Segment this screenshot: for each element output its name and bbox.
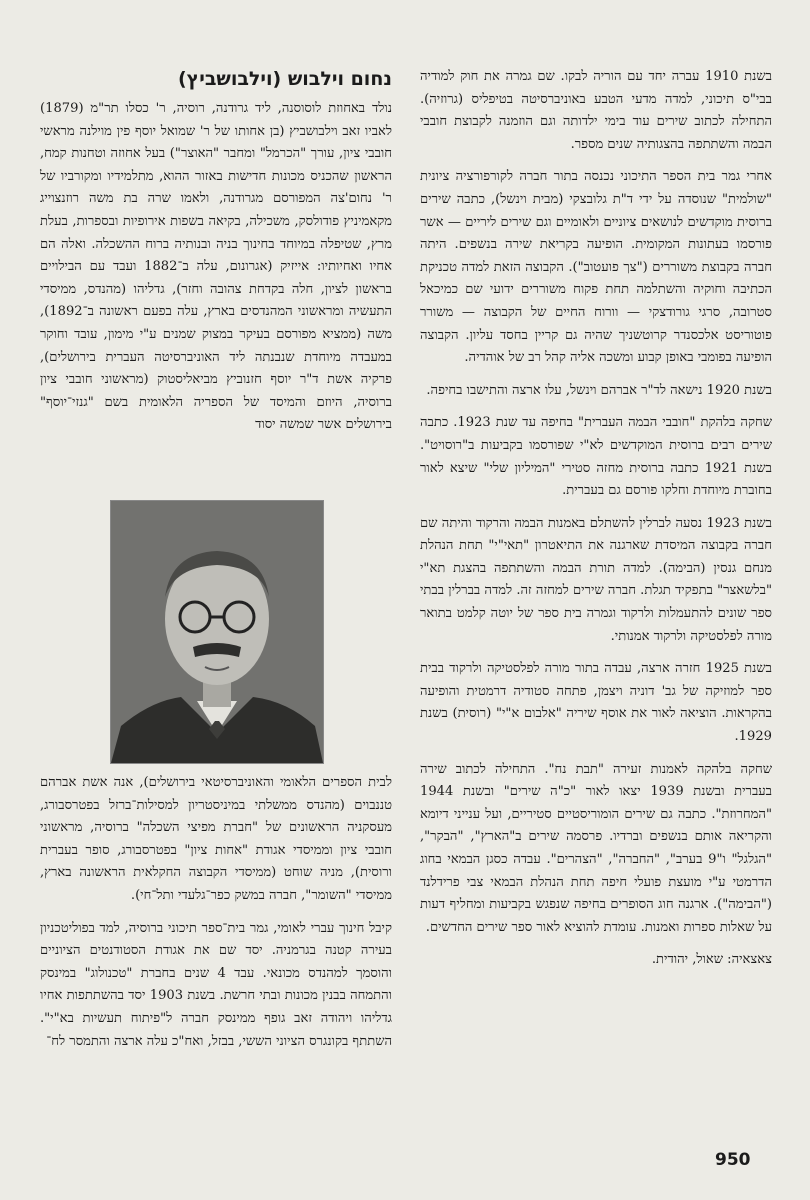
paragraph: אחרי גמר בית הספר התיכוני נכנסה בתור חברה לקורפורציה ציונית "שולמית" שנוסדה על ידי ד"ת גלובצקי (מבית וינשל), כתבה שירים ברוסית מוקדשים לנושאים ציוניים ולאומיים וגם שירים ליריים — אשר פורסמו בעתונות המקומית. הופיעה בקריאת שירה בנשפים. היתה חברה בקבוצת משוררים ("צך פועטוב"). הקבוצה הזאת למדה טכניקת הכתיבה וחוקיה והשתלמה תחת פקוח משוררים ידועי שם כמיכאל סטרובה, סרגי גורודצקי — וורוח החיים של הקבוצה — משורר פוטוריסט אלכסנדר קרוטשניך שהיה גם קריין בחסד עליון. הקבוצה הופיעה בפומבי באופן קבוע ומשכה אליה קהל רב של אוהדיה.: [420, 169, 772, 366]
article-title: נחום וילבוש (וילבושביץ): [177, 68, 392, 90]
paragraph: קיבל חינוך עברי לאומי, גמר בית־ספר תיכוני ברוסיה, למד בפוליטכניון בעירה קטנה בגרמניה. יסד שם את אגודת הסטודנטים הציוניים והוסמך למהנדס מכונאי. עבד 4 שנים בחברת "טכנולוג" במינסק והתמחה בבנין מכונות ובתי חרשת. בשנת 1903 יסד בהשתתפות אחיו גדליהו ויהודה זאב גופף ממינסק חברה ל"פיתוח תעשיות בא"י". השתתף בקונגרס הציוני הששי, בבזל, ואח"כ עלה ארצה והתמסר לח־: [40, 920, 393, 1049]
paragraph: נולד באחוזת לוסוסנה, ליד גרודנה, רוסיה, ר' כסלו תר"מ (1879) לאביו זאב וילבושביץ (בן אחותו של ר' שמואל יוסף פין מוילנה מראשי חובבי ציון, עורך "הכרמל" ומחבר "האוצר") בעל אחוזה וטחנות קמח, הראשון שהכניס מכונות חדישות באזור ההוא, מתלמידיו ומקורביו של ר' נחום'צה המפורסם מגרודנה, ולאמו שרה בת משה רוזנצוייג מקאמיניץ פודולסק, משכילה, בקיאה בשפות אירופיות ובספרות, בעלת מרץ, שטיפלה במיוחד בחינוך בניה ובנותיה ברוח ההשכלה. ואלה הם אחיו ואחיותיו: אייזיק (אגרונום, עלה ב־1882 ועבד עם הבילויים בראשון לציון, חלה בקדחת צהובה וחזר), גדליהו (מהנדס, ממיסדי התעשיה ומראשוני המהנדסים בארץ, עלה בפעם ראשונה ב־1892), משה (ממציא מפורסם בעיקר במצוק שמנים ע"י מימון, עובד וחוקר במעבדה מיוחדת שנבנתה ליד האוניברסיטה העברית בירושלים), פרקיה אשת ד"ר יוסף חזנוביץ מביאליסטוק (מראשוני חובבי ציון ברוסיה, היוזם והמיסד של הספריה הלאומית בשם "גנזי־יוסף" בירושלים אשר שמשה יסוד: [40, 101, 392, 433]
right-column: [420, 66, 772, 982]
paragraph: שחקה בלהקת "חובבי הבמה העברית" בחיפה עד שנת 1923. כתבה שירים רבים ברוסית המוקדשים לא"י שפורסמו בקביעות ב"רוסויט". בשנת 1921 כתבה ברוסית מחזה סטירי "המיליון שלי" שיצא לאור בחוברת מיוחדת וחלקו פורסם גם בעברית.: [420, 415, 772, 499]
paragraph: לבית הספרים הלאומי והאוניברסיטאי בירושלים), אנה אשת אברהם טננבוים (מהנדס ממשלתי במיניסטריון למסילות־ברזל בפטרסבורג, מעסקניה הראשונים של "חברת מפיצי השכלה" ברוסיה, מראשוני חובבי ציון וממיסדי אגודת "אחות ציון" בפטרסבורג, סופר בעברית ורוסית), מניה שוחט (ממיסדי הקבוצה החקלאית הראשונה בארץ, ממיסדי "השומר", חברה במשק כפר־גלעדי ותל־חי).: [40, 775, 392, 903]
page-number: 950: [715, 1150, 751, 1170]
paragraph: בשנת 1923 נסעה לברלין להשתלם באמנות הבמה והרקוד והיתה שם חברה בקבוצה המיסדת שארגנה את התיאטרון "תאי"י" תחת הנהלת מנחם גנסין (הבימה). למדה תורת הבמה והשתתפה בהצגת תא"י "בלשאצר" בתפקיד תגלת. חברה שירים למחזה זה. למדה בברלין בבתי ספר שונים להתעמלות ולרקוד וגמרה בית ספר של יוטה קלמט בתואר מורה לפלסטיקה ולרקוד אמנותי.: [420, 515, 772, 644]
paragraph: שחקה בלהקה לאמנות זעירה "תבת נח". התחילה לכתוב שירה בעברית ובשנת 1939 יצאו לאור "כ"ה שירים" ובשנת 1944 "המחרוזת". כתבה גם שירים הומוריסטיים סטיריים, ועל ענייני דיומא והקריאה אותם בנשפים וברדיו. פרסמה שירים ב"הארץ", "הבקר", "הגלגל" ו"9 בערב", "החברה", "הצהרים". עבדה כסגן הבמאי בחוג הדרמטי ע"י מועצת פועלי חיפה תחת הנהלת הבמאי צבי פרידלנד ("הבימה"). ארגנה חוג הסופרים בחיפה שנפגש בקביעות ומחליף דעות על שאלות ספרות ואמנות. עומדת להוציא לאור ספר שירים החדשים.: [420, 761, 772, 935]
signature: צאצאיה: שאול, יהודית.: [651, 952, 772, 968]
paragraph: בשנת 1910 עברה יחד עם הוריה לבקו. שם גמרה את חוק למודיה בבי"ס תיכוני, למדה מדעי הטבע באוניברסיטה בטיפליס (גרוזיה). התחילה לכתוב שירים עוד בימי ילדותה וגם הוזמנה לקבוצת חובבי הבמה והשתתפה בהצגותיה שנים מספר.: [420, 69, 772, 152]
portrait-photo: [110, 500, 324, 764]
portrait-image: [111, 501, 323, 763]
paragraph: בשנת 1925 חזרה ארצה, עבדה בתור מורה לפלסטיקה ולרקוד בבית ספר למוזיקה של גב' דוניה ויצמן, פתחה סטודיה דרמטית והופיעה בהקראות. הוציאה לאור את אוסף שיריה "אלבום א"י" (רוסית) בשנת 1929.: [420, 661, 772, 745]
left-column-bottom: [40, 772, 392, 1063]
left-column-top: [40, 66, 392, 447]
paragraph: בשנת 1920 נישאה לד"ר אברהם וינשל, עלו ארצה והתישבו בחיפה.: [426, 382, 772, 398]
